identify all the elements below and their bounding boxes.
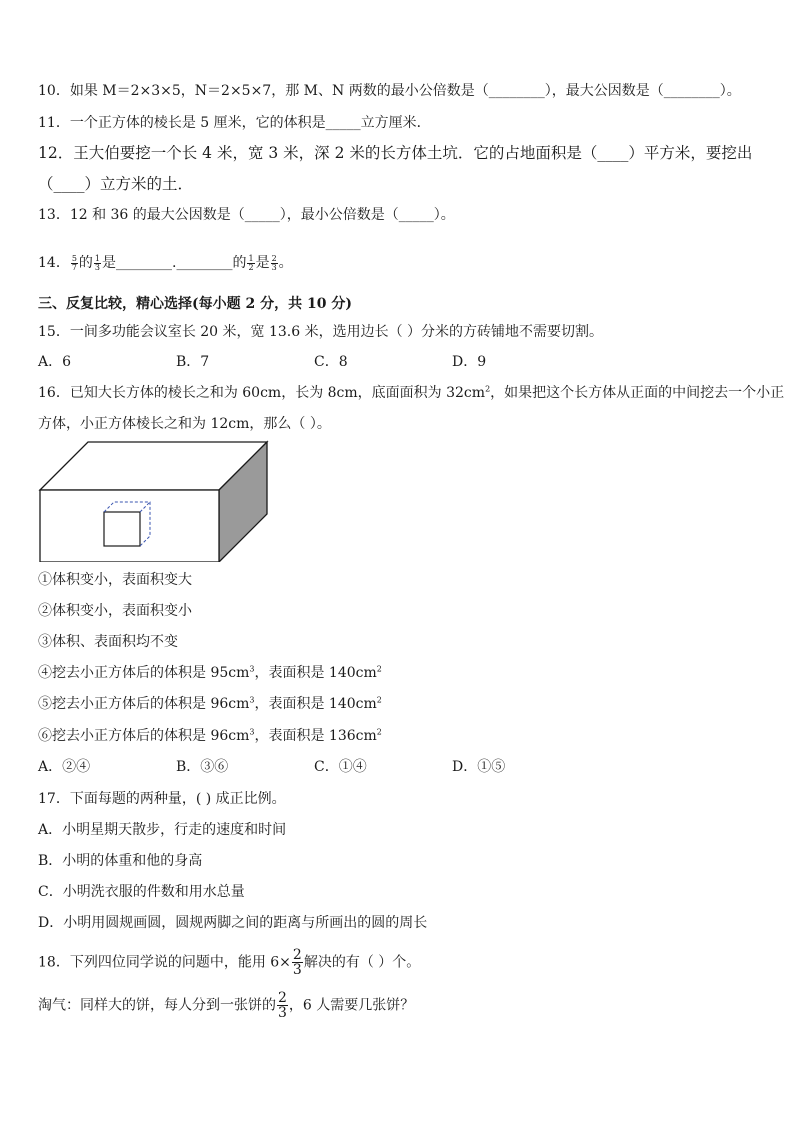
question-17-option-a[interactable]: A．小明星期天散步，行走的速度和时间: [38, 822, 287, 838]
question-17: 17．下面每题的两种量，( ) 成正比例。: [38, 791, 286, 807]
small-cube-front: [104, 512, 140, 546]
option-a[interactable]: A．②④: [38, 759, 91, 775]
fraction: $\frac{2}{3}$: [292, 947, 302, 978]
question-12-line-2: （____）立方米的土．: [38, 175, 194, 193]
question-13: 13．12 和 36 的最大公因数是（_____），最小公倍数是（_____）。: [38, 207, 455, 223]
option-b[interactable]: B．③⑥: [176, 759, 229, 775]
question-17-option-b[interactable]: B．小明的体重和他的身高: [38, 853, 203, 869]
question-10: 10．如果 M＝2×3×5，N＝2×5×7，那 M、N 两数的最小公倍数是（________），最大公因数是（________）。: [38, 83, 741, 99]
fraction: $\frac{5}{7}$: [71, 253, 77, 272]
statement-2: ②体积变小，表面积变小: [38, 603, 192, 619]
statement-6: ⑥挖去小正方体后的体积是 $96cm^3$，表面积是 $136cm^2$: [38, 727, 382, 744]
question-12-line-1: 12．王大伯要挖一个长 4 米，宽 3 米，深 2 米的长方体土坑．它的占地面积是（____）平方米，要挖出: [38, 144, 753, 162]
question-16-options: [38, 757, 590, 777]
option-c[interactable]: C．①④: [314, 759, 367, 775]
question-18-statement-taoqi: 淘气：同样大的饼，每人分到一张饼的 $\frac{2}{3}$ ，6 人需要几张饼？: [38, 990, 415, 1021]
question-11: 11．一个正方体的棱长是 5 厘米，它的体积是_____立方厘米．: [38, 115, 431, 131]
fraction: $\frac{2}{3}$: [278, 990, 287, 1021]
option-d[interactable]: D．9: [452, 354, 487, 370]
statement-1: ①体积变小，表面积变大: [38, 572, 192, 588]
question-17-option-c[interactable]: C．小明洗衣服的件数和用水总量: [38, 884, 245, 900]
fraction: $\frac{2}{3}$: [271, 253, 277, 272]
question-16-line-1: 16．已知大长方体的棱长之和为 60cm，长为 8cm，底面面积为 $32cm^2$，如果把这个长方体从正面的中间挖去一个小正: [38, 384, 785, 401]
cuboid-figure: [38, 436, 270, 562]
section-3-heading: 三、反复比较，精心选择(每小题 2 分，共 10 分): [38, 296, 352, 312]
option-d[interactable]: D．①⑤: [452, 759, 506, 775]
question-16-line-2: 方体，小正方体棱长之和为 12cm，那么（ ）。: [38, 416, 331, 432]
question-15-options: [38, 352, 590, 372]
statement-4: ④挖去小正方体后的体积是 $95cm^3$，表面积是 $140cm^2$: [38, 664, 382, 681]
option-c[interactable]: C．8: [314, 354, 348, 370]
question-18: 18．下列四位同学说的问题中，能用 6× $\frac{2}{3}$ 解决的有（ ）个。: [38, 947, 421, 978]
statement-5: ⑤挖去小正方体后的体积是 $96cm^3$，表面积是 $140cm^2$: [38, 695, 382, 712]
option-a[interactable]: A．6: [38, 354, 72, 370]
option-b[interactable]: B．7: [176, 354, 210, 370]
fraction: $\frac{1}{3}$: [94, 253, 101, 272]
question-15: 15．一间多功能会议室长 20 米，宽 13.6 米，选用边长（ ）分米的方砖铺地不需要切割。: [38, 324, 604, 340]
statement-3: ③体积、表面积均不变: [38, 634, 178, 650]
question-17-option-d[interactable]: D．小明用圆规画圆，圆规两脚之间的距离与所画出的圆的周长: [38, 915, 428, 931]
question-14: 14． $\frac{5}{7}$ 的 $\frac{1}{3}$ 是________.________的 $\frac{1}{2}$ 是 $\frac{2}{3}$ 。: [38, 253, 293, 272]
fraction: $\frac{1}{2}$: [248, 253, 254, 272]
